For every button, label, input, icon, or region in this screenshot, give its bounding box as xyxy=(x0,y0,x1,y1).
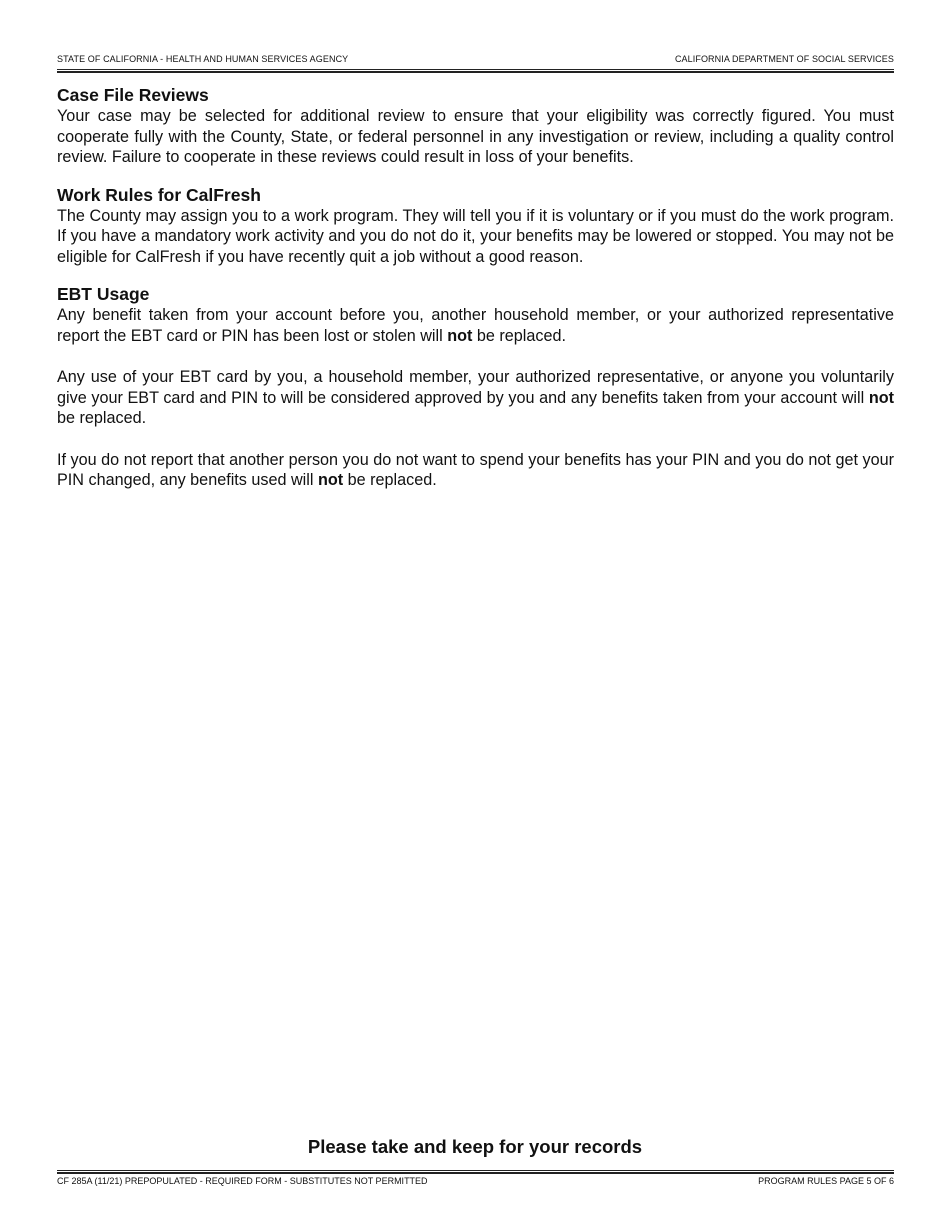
emphasis-not: not xyxy=(447,326,473,345)
ebt-paragraph-3 xyxy=(57,450,894,491)
section-body: Your case may be selected for additional review to ensure that your eligibility was correctly figured. You must cooperate fully with the County, State, or federal personnel in any investigation or review, including a quality control review. Failure to cooperate in these reviews could result in loss of your benefits. xyxy=(57,107,894,166)
text-run: Any use of your EBT card by you, a household member, your authorized representative, or anyone you voluntarily give your EBT card and PIN to will be considered approved by you and any benefits taken from your account will xyxy=(57,368,894,407)
section-work-rules xyxy=(57,184,894,268)
emphasis-not: not xyxy=(317,471,344,489)
text-run: If you do not report that another person you do not want to spend your benefits has your PIN and you do not get your PIN changed, any benefits used will xyxy=(57,450,894,489)
footer-page-number: PROGRAM RULES PAGE 5 OF 6 xyxy=(758,1176,894,1186)
ebt-paragraph-2 xyxy=(57,367,894,429)
section-heading: Work Rules for CalFresh xyxy=(57,184,261,205)
section-case-file-reviews xyxy=(57,84,894,168)
emphasis-not: not xyxy=(868,388,894,407)
text-run: Any benefit taken from your account before you, another household member, or your authorized representative report the EBT card or PIN has been lost or stolen will xyxy=(57,306,894,345)
text-run: be replaced. xyxy=(472,326,566,345)
header-agency: STATE OF CALIFORNIA - HEALTH AND HUMAN SERVICES AGENCY xyxy=(57,54,349,64)
page-header xyxy=(57,53,894,65)
footer-divider xyxy=(57,1170,894,1174)
section-ebt-usage xyxy=(57,283,894,491)
text-run: be replaced. xyxy=(57,409,147,427)
page-footer xyxy=(57,1175,894,1187)
section-heading: EBT Usage xyxy=(57,284,150,304)
header-department: CALIFORNIA DEPARTMENT OF SOCIAL SERVICES xyxy=(674,54,894,64)
header-divider xyxy=(57,69,894,73)
keep-records-note: Please take and keep for your records xyxy=(307,1136,643,1157)
ebt-paragraph-1 xyxy=(57,305,894,346)
section-body: The County may assign you to a work program. They will tell you if it is voluntary or if you must do the work program. If you have a mandatory work activity and you do not do it, your benefits may be lowered or stopped. You may not be eligible for CalFresh if you have recently quit a job without a good reason. xyxy=(57,206,894,266)
page-content xyxy=(57,84,894,507)
footer-form-id: CF 285A (11/21) PREPOPULATED - REQUIRED FORM - SUBSTITUTES NOT PERMITTED xyxy=(57,1176,428,1186)
section-heading: Case File Reviews xyxy=(57,85,209,105)
text-run: be replaced. xyxy=(343,471,437,489)
